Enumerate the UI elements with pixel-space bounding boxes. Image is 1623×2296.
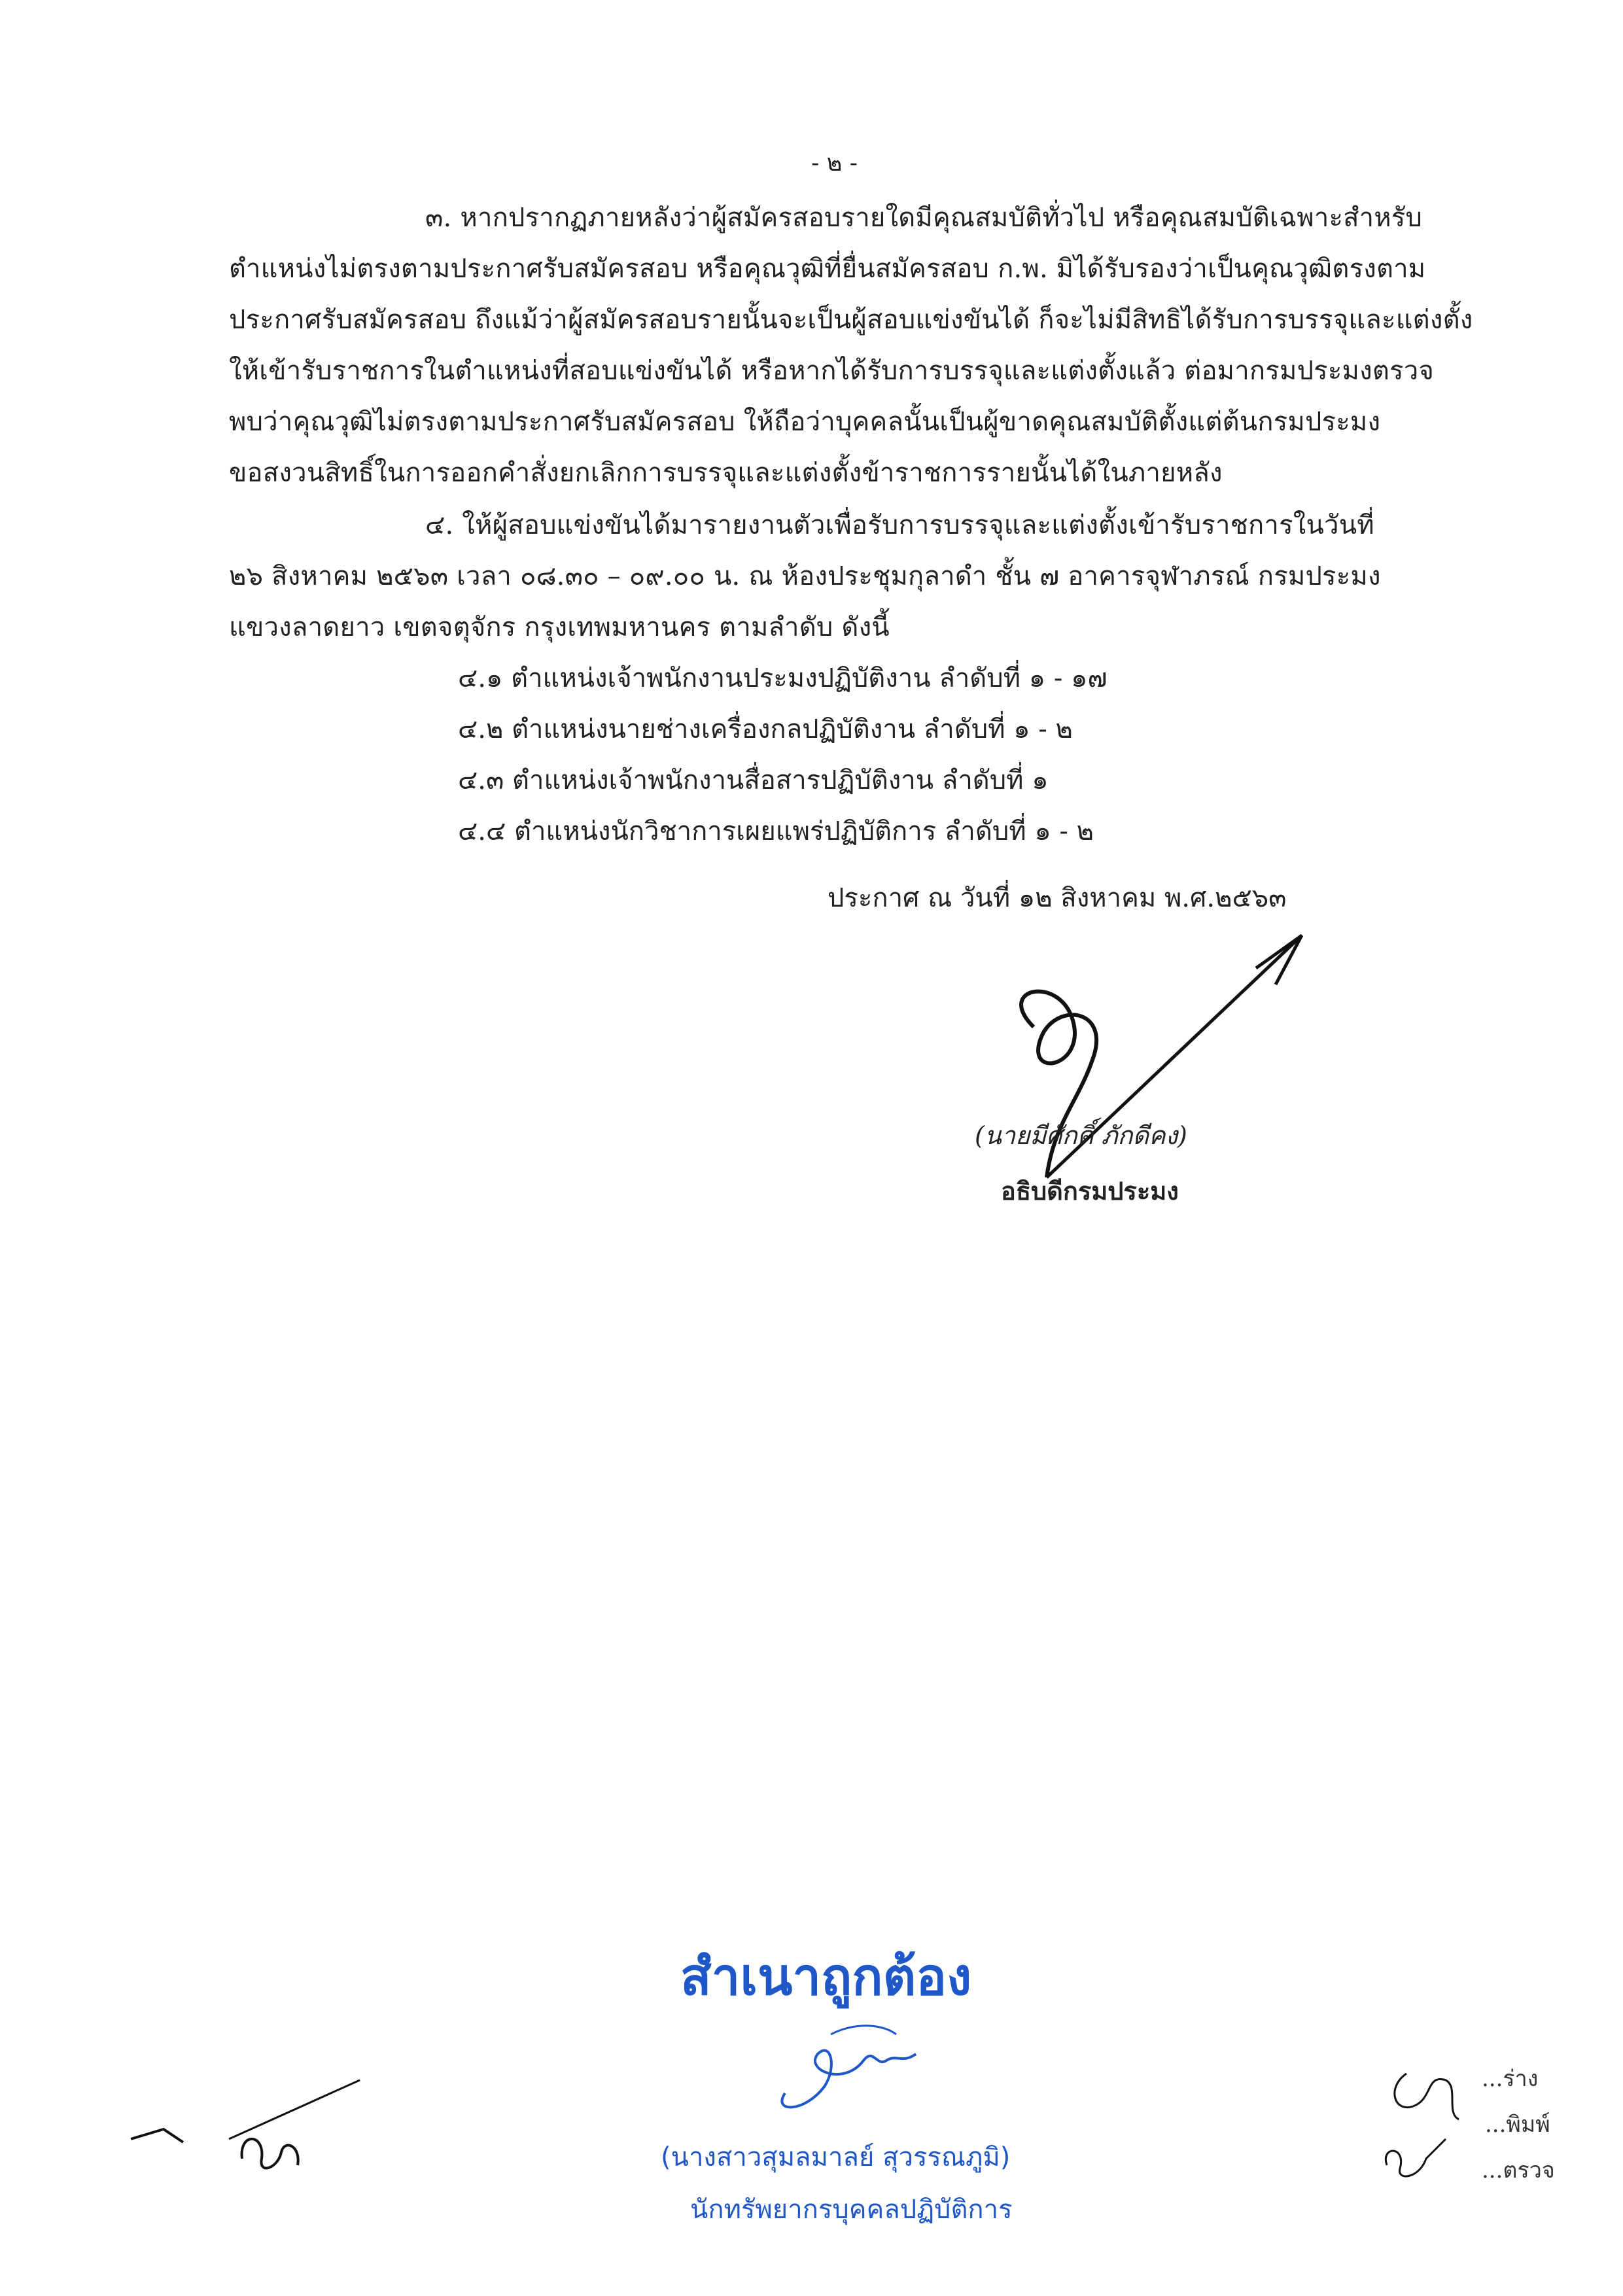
certifier-name: (นางสาวสุมลมาลย์ สุวรรณภูมิ) <box>661 2142 1011 2172</box>
paragraph-line: ๒๖ สิงหาคม ๒๕๖๓ เวลา ๐๘.๓๐ – ๐๙.๐๐ น. ณ ห้องประชุมกุลาดำ ชั้น ๗ อาคารจุฬาภรณ์ กรมประมง <box>229 561 1381 591</box>
initials-draft-label: ...ร่าง <box>1482 2066 1539 2092</box>
announcement-date: ประกาศ ณ วันที่ ๑๒ สิงหาคม พ.ศ.๒๕๖๓ <box>828 883 1287 913</box>
list-item: ๔.๔ ตำแหน่งนักวิชาการเผยแพร่ปฏิบัติการ ลำดับที่ ๑ - ๒ <box>458 816 1094 846</box>
paragraph-line: ตำแหน่งไม่ตรงตามประกาศรับสมัครสอบ หรือคุณวุฒิที่ยื่นสมัครสอบ ก.พ. มิได้รับรองว่าเป็นคุณวุฒิตรงตาม <box>229 254 1426 284</box>
paragraph-line: ขอสงวนสิทธิ์ในการออกคำสั่งยกเลิกการบรรจุและแต่งตั้งข้าราชการรายนั้นได้ในภายหลัง <box>229 458 1223 488</box>
signatory-name: (นายมีศักดิ์ ภักดีคง) <box>975 1121 1187 1150</box>
list-item: ๔.๒ ตำแหน่งนายช่างเครื่องกลปฏิบัติงาน ลำดับที่ ๑ - ๒ <box>458 714 1073 744</box>
initials-mark-left <box>124 2054 373 2185</box>
paragraph-line: ๔. ให้ผู้สอบแข่งขันได้มารายงานตัวเพื่อรับการบรรจุและแต่งตั้งเข้ารับราชการในวันที่ <box>425 510 1374 540</box>
certifier-position: นักทรัพยากรบุคคลปฏิบัติการ <box>690 2195 1013 2225</box>
list-item: ๔.๑ ตำแหน่งเจ้าพนักงานประมงปฏิบัติงาน ลำดับที่ ๑ - ๑๗ <box>458 663 1108 693</box>
paragraph-line: ประกาศรับสมัครสอบ ถึงแม้ว่าผู้สมัครสอบรายนั้นจะเป็นผู้สอบแข่งขันได้ ก็จะไม่มีสิทธิได้รับการบรรจุและแต่งตั้ง <box>229 305 1473 335</box>
list-item: ๔.๓ ตำแหน่งเจ้าพนักงานสื่อสารปฏิบัติงาน ลำดับที่ ๑ <box>458 765 1049 795</box>
initials-check-label: ...ตรวจ <box>1482 2157 1555 2183</box>
certifier-signature <box>765 2015 935 2119</box>
paragraph-line: ให้เข้ารับราชการในตำแหน่งที่สอบแข่งขันได้ หรือหากได้รับการบรรจุและแต่งตั้งแล้ว ต่อมากรมประมงตรวจ <box>229 356 1435 386</box>
paragraph-line: แขวงลาดยาว เขตจตุจักร กรุงเทพมหานคร ตามลำดับ ดังนี้ <box>229 612 890 642</box>
paragraph-line: ๓. หากปรากฏภายหลังว่าผู้สมัครสอบรายใดมีคุณสมบัติทั่วไป หรือคุณสมบัติเฉพาะสำหรับ <box>425 203 1423 233</box>
page-number: - ๒ - <box>811 150 858 177</box>
certified-copy-title: สำเนาถูกต้อง <box>680 1948 972 2007</box>
signatory-position: อธิบดีกรมประมง <box>1001 1176 1179 1206</box>
paragraph-line: พบว่าคุณวุฒิไม่ตรงตามประกาศรับสมัครสอบ ให้ถือว่าบุคคลนั้นเป็นผู้ขาดคุณสมบัติตั้งแต่ต้นกรมประมง <box>229 407 1381 437</box>
initials-type-label: ...พิมพ์ <box>1485 2112 1550 2138</box>
